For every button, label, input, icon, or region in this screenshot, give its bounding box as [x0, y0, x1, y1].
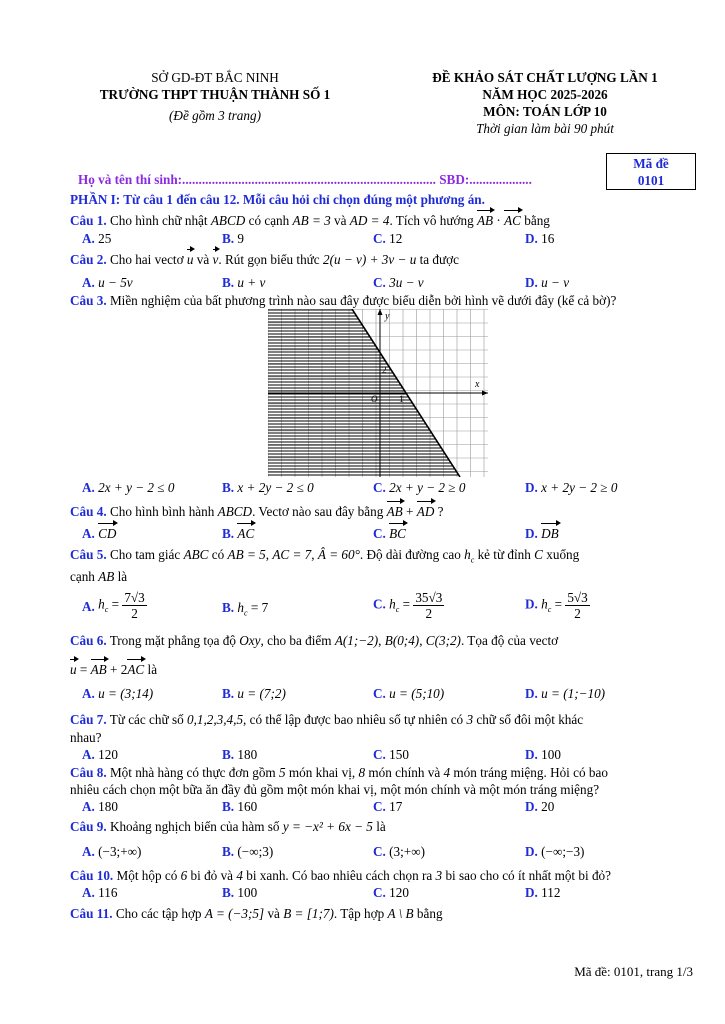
option-value: DB: [541, 526, 559, 541]
math: 8: [358, 765, 366, 780]
axis-label-y: y: [385, 311, 390, 322]
vector: AB: [90, 662, 107, 677]
option-label: B.: [222, 600, 235, 615]
time-limit: Thời gian làm bài 90 phút: [476, 121, 614, 136]
question-text: và: [196, 252, 210, 267]
option-a[interactable]: [82, 231, 111, 247]
option-d[interactable]: [525, 799, 554, 815]
fraction-numerator: 35√3: [415, 590, 443, 605]
math: 6: [180, 868, 188, 883]
option-label: B.: [222, 231, 235, 246]
option-value: 12: [389, 231, 403, 246]
question-label: Câu 11.: [70, 906, 113, 921]
question-text: kẻ từ đỉnh: [477, 547, 531, 562]
option-c[interactable]: [373, 526, 406, 542]
math: AB: [98, 569, 115, 584]
option-label: A.: [82, 526, 95, 541]
fraction: [413, 590, 444, 621]
option-label: D.: [525, 686, 538, 701]
option-value: 116: [98, 885, 118, 900]
question-2-options: [82, 275, 702, 291]
option-b[interactable]: [222, 480, 314, 496]
exam-code: 0101: [637, 173, 665, 188]
question-10: [70, 868, 691, 884]
fraction-denominator: 2: [574, 606, 581, 621]
question-label: Câu 9.: [70, 819, 107, 834]
question-text: . Vectơ nào sau đây bằng: [252, 504, 384, 519]
math: c: [395, 605, 400, 615]
option-value: 120: [98, 747, 118, 762]
question-text: Cho hình chữ nhật: [109, 213, 208, 228]
math: ABC: [183, 547, 209, 562]
option-c[interactable]: [373, 686, 444, 702]
option-label: D.: [525, 885, 538, 900]
option-label: A.: [82, 844, 95, 859]
question-2: [70, 252, 691, 268]
option-a[interactable]: [82, 686, 153, 702]
option-value: 25: [98, 231, 112, 246]
page-footer: Mã đề: 0101, trang 1/3: [574, 964, 693, 979]
math: C(3;2): [425, 633, 461, 648]
math: Oxy: [239, 633, 261, 648]
question-text: nhau?: [70, 730, 102, 745]
vector: u: [70, 662, 77, 677]
question-8-cont: [70, 782, 691, 798]
option-a[interactable]: [82, 844, 141, 860]
math: A = (−3;5]: [204, 906, 265, 921]
option-value: 100: [541, 747, 561, 762]
student-info-line: Họ và tên thí sinh:............................................................................. SBD:...................: [78, 172, 532, 187]
option-value: 7: [261, 600, 269, 615]
option-label: C.: [373, 275, 386, 290]
question-text: có cạnh: [248, 213, 290, 228]
question-label: Câu 2.: [70, 252, 107, 267]
x-tick-label: 1: [399, 394, 404, 404]
option-c[interactable]: [373, 844, 425, 860]
question-label: Câu 1.: [70, 213, 107, 228]
option-d[interactable]: [525, 480, 617, 496]
option-label: B.: [222, 275, 235, 290]
option-b[interactable]: [222, 526, 254, 542]
question-9: [70, 819, 691, 835]
option-b[interactable]: [222, 844, 273, 860]
option-value: 150: [389, 747, 409, 762]
question-text: bi sao cho có ít nhất một bi đỏ?: [445, 868, 611, 883]
option-label: B.: [222, 799, 235, 814]
option-c[interactable]: [373, 885, 409, 901]
question-text: Cho hình bình hành: [109, 504, 215, 519]
school-year: NĂM HỌC 2025-2026: [482, 87, 608, 102]
question-label: Câu 8.: [70, 765, 107, 780]
option-a[interactable]: A. $h_c$ = $\frac{7√3}{2}$: [82, 590, 145, 621]
school-header: [70, 69, 360, 124]
math: c: [104, 605, 109, 615]
y-axis-arrow: [378, 309, 383, 315]
math: ABCD: [217, 504, 253, 519]
math: 4: [236, 868, 243, 883]
option-value: 16: [541, 231, 555, 246]
option-value: 120: [389, 885, 409, 900]
option-label: C.: [373, 480, 386, 495]
question-label: Câu 10.: [70, 868, 114, 883]
option-value: 9: [237, 231, 244, 246]
question-label: Câu 5.: [70, 547, 107, 562]
inequality-graph: [268, 309, 488, 477]
question-text: món chính và: [368, 765, 441, 780]
vector: v: [212, 252, 219, 267]
option-value: 112: [541, 885, 561, 900]
question-7-cont: [70, 730, 691, 746]
question-text: chữ số đôi một khác: [476, 712, 584, 727]
question-3: [70, 293, 691, 309]
question-text: , cho ba điểm: [260, 633, 332, 648]
option-value: 20: [541, 799, 555, 814]
question-text: bi xanh. Có bao nhiêu cách chọn ra: [246, 868, 433, 883]
option-value: u = (5;10): [389, 686, 445, 701]
option-a[interactable]: [82, 275, 133, 291]
option-b[interactable]: [222, 275, 265, 291]
page-count-note: (Đề gồm 3 trang): [169, 108, 261, 123]
option-value: x + 2y − 2 ≤ 0: [237, 480, 314, 495]
question-text: . Tập hợp: [333, 906, 385, 921]
math: AB = 3: [292, 213, 331, 228]
department-name: SỞ GD-ĐT BẮC NINH: [151, 70, 279, 85]
vector: AC: [504, 213, 521, 228]
exam-header: [395, 69, 695, 137]
option-d[interactable]: [525, 844, 584, 860]
option-value: 180: [237, 747, 258, 762]
question-text: và: [334, 213, 347, 228]
option-value: 2x + y − 2 ≤ 0: [98, 480, 175, 495]
option-label: D.: [525, 526, 538, 541]
fraction-denominator: 2: [425, 606, 433, 621]
math: 3: [435, 868, 443, 883]
option-label: B.: [222, 844, 235, 859]
math: A \ B: [387, 906, 414, 921]
question-7-options: [82, 747, 702, 763]
math: AC = 7: [272, 547, 312, 562]
question-1-options: [82, 231, 702, 247]
question-text: . Tọa độ của vectơ: [460, 633, 559, 648]
option-value: 17: [389, 799, 403, 814]
option-label: C.: [373, 844, 386, 859]
option-a[interactable]: [82, 526, 116, 542]
option-label: B.: [222, 885, 235, 900]
fraction: [565, 590, 589, 621]
question-11: [70, 906, 691, 922]
math: 2(u − v) + 3v − u: [322, 252, 417, 267]
option-label: A.: [82, 598, 95, 614]
math: Â = 60°: [317, 547, 360, 562]
option-c[interactable]: [373, 275, 424, 291]
option-value: 3u − v: [389, 275, 424, 290]
option-label: D.: [525, 799, 538, 814]
question-text: và: [267, 906, 280, 921]
question-text: . Rút gọn biểu thức: [218, 252, 320, 267]
question-6-options: [82, 686, 702, 702]
axis-label-x: x: [475, 379, 480, 390]
question-9-options: [82, 844, 702, 860]
option-label: C.: [373, 885, 386, 900]
option-label: A.: [82, 231, 95, 246]
math: c: [243, 608, 248, 618]
option-d[interactable]: [525, 885, 560, 901]
y-tick-label: 2: [382, 365, 387, 375]
option-a[interactable]: [82, 747, 118, 763]
option-d[interactable]: [525, 231, 554, 247]
question-8: [70, 765, 691, 781]
option-b[interactable]: [222, 686, 286, 702]
option-label: C.: [373, 596, 386, 612]
math: C: [534, 547, 543, 562]
math: AB = 5: [227, 547, 266, 562]
math: h: [98, 596, 105, 612]
question-text: Khoảng nghịch biến của hàm số: [109, 819, 280, 834]
option-label: B.: [222, 480, 235, 495]
vector: AB: [386, 504, 403, 519]
option-label: A.: [82, 747, 95, 762]
option-b[interactable]: [222, 799, 257, 815]
option-label: C.: [373, 686, 386, 701]
option-label: A.: [82, 885, 95, 900]
option-label: A.: [82, 799, 95, 814]
vector: AC: [127, 662, 145, 677]
option-a[interactable]: [82, 799, 118, 815]
option-label: C.: [373, 799, 386, 814]
option-label: A.: [82, 275, 95, 290]
option-label: B.: [222, 747, 235, 762]
math: c: [547, 605, 552, 615]
question-text: ?: [437, 504, 444, 519]
option-label: C.: [373, 231, 386, 246]
math: 4: [443, 765, 451, 780]
option-label: C.: [373, 747, 386, 762]
math: AD = 4: [349, 213, 390, 228]
question-text: . Độ dài đường cao: [359, 547, 461, 562]
question-text: món tráng miệng. Hỏi có bao: [453, 765, 608, 780]
option-value: 180: [98, 799, 118, 814]
origin-label: O: [371, 394, 378, 404]
math: +: [406, 504, 414, 519]
option-d[interactable]: [525, 686, 605, 702]
option-b[interactable]: B. $h_c = 7$: [222, 600, 269, 618]
question-8-options: [82, 799, 702, 815]
option-value: (−∞;3): [237, 844, 274, 859]
question-text: Cho hai vectơ: [109, 252, 184, 267]
math: + 2: [110, 662, 128, 677]
question-1: [70, 213, 691, 229]
question-text: Một nhà hàng có thực đơn gồm: [109, 765, 276, 780]
option-value: 2x + y − 2 ≥ 0: [389, 480, 466, 495]
option-c[interactable]: [373, 480, 465, 496]
question-text: là: [117, 569, 128, 584]
option-label: D.: [525, 480, 538, 495]
exam-code-label: Mã đề: [633, 156, 669, 171]
exam-title: ĐỀ KHẢO SÁT CHẤT LƯỢNG LẦN 1: [432, 70, 658, 85]
question-text: . Tích vô hướng: [389, 213, 474, 228]
fraction-numerator: 7√3: [124, 590, 145, 605]
question-text: Một hộp có: [116, 868, 178, 883]
question-text: xuống: [546, 547, 580, 562]
question-text: Cho tam giác: [109, 547, 181, 562]
fraction-numerator: 5√3: [567, 590, 588, 605]
option-c[interactable]: [373, 747, 409, 763]
option-c[interactable]: [373, 231, 402, 247]
question-text: bằng: [416, 906, 443, 921]
question-text: bằng: [524, 213, 550, 228]
option-value: CD: [98, 526, 117, 541]
question-text: , có thể lập được bao nhiêu số tự nhiên có: [243, 712, 464, 727]
math: h: [541, 596, 548, 612]
option-b[interactable]: [222, 231, 244, 247]
option-value: (−∞;−3): [541, 844, 585, 859]
question-text: là: [147, 662, 158, 677]
option-label: D.: [525, 231, 538, 246]
question-text: Cho các tập hợp: [115, 906, 202, 921]
math: h: [237, 600, 244, 615]
math: B(0;4): [384, 633, 420, 648]
math: h: [389, 596, 396, 612]
math: h: [464, 547, 471, 562]
option-d[interactable]: [525, 747, 561, 763]
option-label: B.: [222, 526, 235, 541]
option-label: A.: [82, 686, 95, 701]
math: A(1;−2): [334, 633, 379, 648]
math: ABCD: [210, 213, 246, 228]
question-text: cạnh: [70, 569, 95, 584]
vector: AB: [476, 213, 494, 228]
option-label: C.: [373, 526, 386, 541]
fraction-denominator: 2: [131, 606, 138, 621]
question-label: Câu 7.: [70, 712, 107, 727]
option-a[interactable]: [82, 885, 117, 901]
question-text: nhiêu cách chọn một bữa ăn đầy đủ gồm một món khai vị, một món chính và một món tráng miệng?: [70, 782, 600, 797]
question-4-options: [82, 526, 702, 542]
option-c[interactable]: C. $h_c$ = $\frac{35√3}{2}$: [373, 590, 443, 621]
option-value: BC: [389, 526, 406, 541]
question-6-cont: [70, 662, 691, 678]
option-c[interactable]: [373, 799, 402, 815]
question-7: [70, 712, 691, 728]
option-label: D.: [525, 747, 538, 762]
option-label: D.: [525, 275, 538, 290]
math: 5: [279, 765, 286, 780]
subject: MÔN: TOÁN LỚP 10: [483, 104, 607, 119]
question-4: [70, 504, 691, 520]
question-10-options: [82, 885, 702, 901]
fraction: [122, 590, 146, 621]
question-3-options: [82, 480, 702, 496]
option-value: (−3;+∞): [98, 844, 142, 859]
question-text: Miền nghiệm của bất phương trình nào sau đây được biểu diễn bởi hình vẽ dưới đây (kể cả bờ)?: [109, 293, 617, 308]
option-b[interactable]: [222, 747, 257, 763]
option-value: u = (7;2): [237, 686, 286, 701]
option-label: D.: [525, 596, 538, 612]
question-text: là: [376, 819, 386, 834]
option-value: u = (3;14): [98, 686, 154, 701]
question-text: ta được: [419, 252, 459, 267]
math: 0,1,2,3,4,5: [186, 712, 244, 727]
option-value: 160: [237, 799, 258, 814]
option-value: x + 2y − 2 ≥ 0: [541, 480, 618, 495]
exam-code-box: [606, 153, 696, 190]
option-label: D.: [525, 844, 538, 859]
school-name: TRƯỜNG THPT THUẬN THÀNH SỐ 1: [99, 87, 331, 102]
question-label: Câu 4.: [70, 504, 107, 519]
option-value: 100: [237, 885, 258, 900]
question-5: Câu 5. Cho tam giác ABC có AB = 5, AC = 7, Â = 60°. Độ dài đường cao $h_c$ kẻ từ đỉnh C xuống: [70, 547, 580, 565]
option-value: (3;+∞): [389, 844, 426, 859]
section-title: PHẦN I: Từ câu 1 đến câu 12. Mỗi câu hỏi chỉ chọn đúng một phương án.: [70, 192, 485, 207]
question-text: món khai vị,: [288, 765, 356, 780]
option-value: AC: [237, 526, 255, 541]
option-value: u − v: [541, 275, 570, 290]
math: 3: [466, 712, 474, 727]
vector: AD: [416, 504, 435, 519]
option-d[interactable]: [525, 275, 569, 291]
math: y = −x² + 6x − 5: [282, 819, 373, 834]
option-a[interactable]: [82, 480, 174, 496]
math: c: [470, 555, 475, 565]
vector: u: [186, 252, 194, 267]
question-label: Câu 6.: [70, 633, 107, 648]
option-d[interactable]: [525, 526, 559, 542]
question-text: Từ các chữ số: [109, 712, 184, 727]
x-axis-arrow: [482, 391, 488, 396]
question-6: Câu 6. Trong mặt phẳng tọa độ Oxy, cho ba điểm A(1;−2), B(0;4), C(3;2). Tọa độ của vectơ: [70, 633, 559, 648]
option-d[interactable]: D. $h_c$ = $\frac{5√3}{2}$: [525, 590, 588, 621]
option-b[interactable]: [222, 885, 257, 901]
math: B = [1;7): [283, 906, 334, 921]
question-text: Trong mặt phẳng tọa độ: [109, 633, 236, 648]
question-5-options: [82, 590, 702, 628]
option-value: u + v: [237, 275, 266, 290]
option-label: B.: [222, 686, 235, 701]
option-value: u − 5v: [98, 275, 133, 290]
question-text: có: [211, 547, 225, 562]
math: ·: [496, 213, 501, 228]
option-label: A.: [82, 480, 95, 495]
question-text: bi đỏ và: [190, 868, 234, 883]
question-label: Câu 3.: [70, 293, 107, 308]
math: =: [79, 662, 88, 677]
option-value: u = (1;−10): [541, 686, 606, 701]
question-5-cont: [70, 569, 691, 585]
